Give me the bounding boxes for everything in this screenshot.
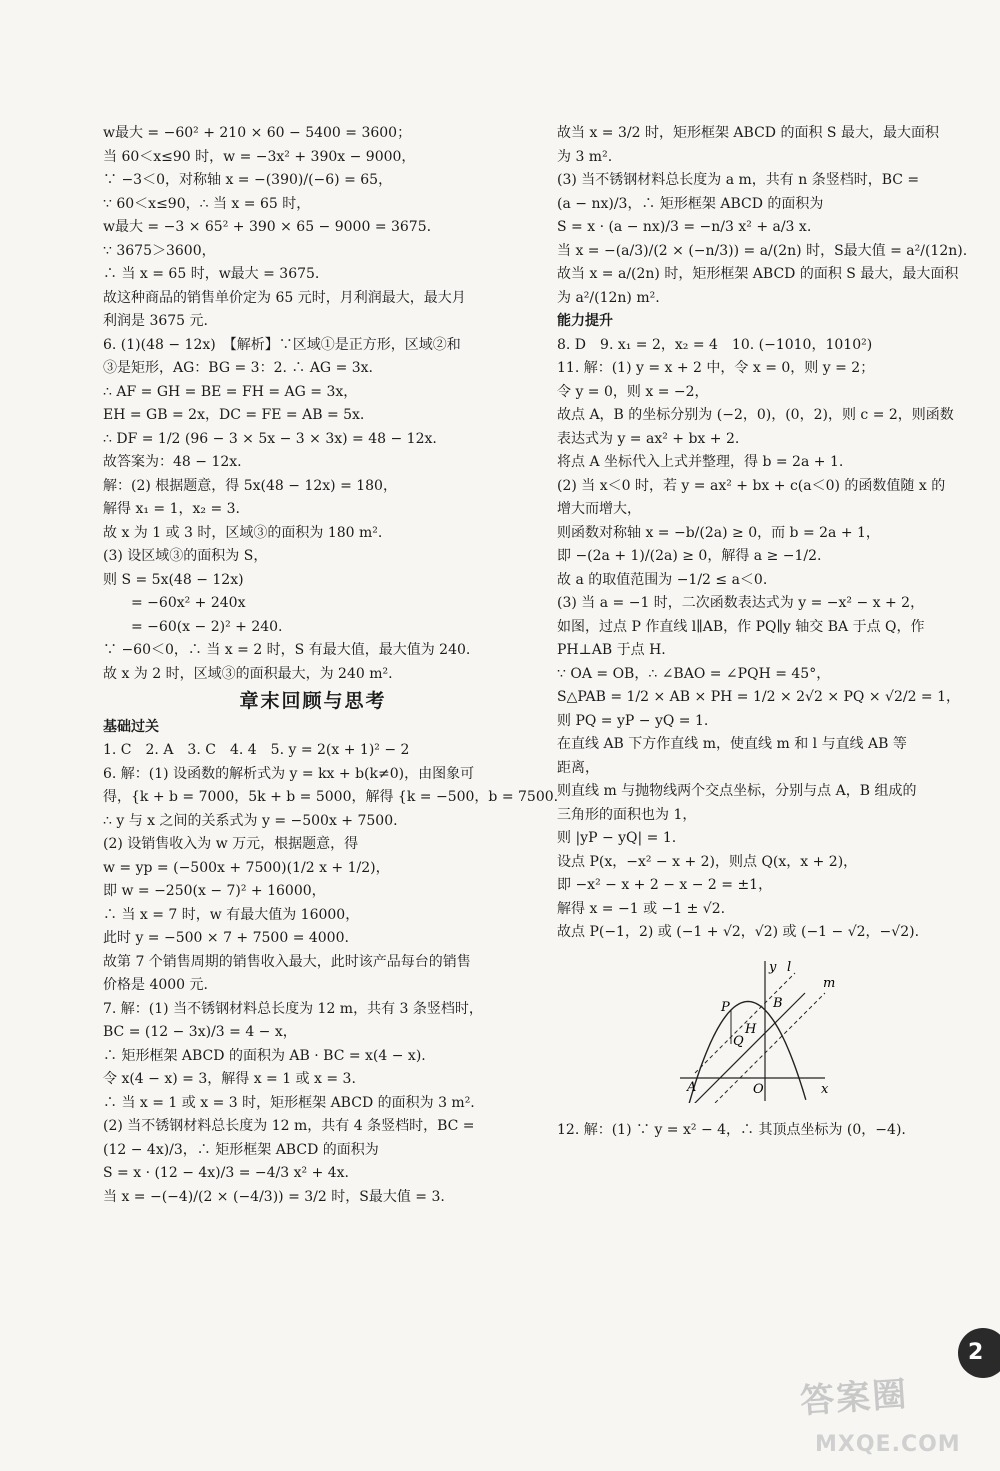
parabola-graph <box>675 953 835 1103</box>
text-line: 即 −x² − x + 2 − x − 2 = ±1， <box>557 877 773 893</box>
text-line: (2) 当不锈钢材料总长度为 12 m，共有 4 条竖档时，BC = <box>103 1118 475 1134</box>
graph-label-Q: Q <box>733 1033 744 1049</box>
text-line: S = x · (12 − 4x)/3 = −4/3 x² + 4x. <box>103 1165 349 1181</box>
text-line: ∴ DF = 1/2 (96 − 3 × 5x − 3 × 3x) = 48 − 12x. <box>103 430 437 447</box>
text-line: ∵ −60＜0，∴ 当 x = 2 时，S 有最大值，最大值为 240. <box>103 642 471 658</box>
text-line: = −60(x − 2)² + 240. <box>103 618 283 635</box>
text-line: (12 − 4x)/3，∴ 矩形框架 ABCD 的面积为 <box>103 1141 379 1158</box>
text-line: 表达式为 y = ax² + bx + 2. <box>557 430 740 447</box>
text-line: 故 a 的取值范围为 −1/2 ≤ a＜0. <box>557 571 768 588</box>
graph-label-x: x <box>821 1081 829 1097</box>
text-line: 得，{k + b = 7000，5k + b = 5000，解得 {k = −500，b = 7500. <box>103 789 559 805</box>
text-line: 故当 x = 3/2 时，矩形框架 ABCD 的面积 S 最大，最大面积 <box>557 125 939 141</box>
text-line: 三角形的面积也为 1， <box>557 806 697 823</box>
text-line: 解得 x₁ = 1，x₂ = 3. <box>103 501 240 517</box>
text-line: 为 3 m². <box>557 148 613 165</box>
text-line: 当 60＜x≤90 时，w = −3x² + 390x − 9000， <box>103 148 416 165</box>
text-line: 即 w = −250(x − 7)² + 16000， <box>103 883 326 899</box>
graph-label-m: m <box>823 975 835 991</box>
text-line: (3) 当不锈钢材料总长度为 a m，共有 n 条竖档时，BC = <box>557 172 920 188</box>
text-line: ∴ AF = GH = BE = FH = AG = 3x， <box>103 383 358 400</box>
graph-label-P: P <box>721 999 730 1015</box>
text-line: 故点 P(−1，2) 或 (−1 + √2，√2) 或 (−1 − √2，−√2). <box>557 924 920 940</box>
text-line: 距离， <box>557 759 599 776</box>
text-line: 6. (1)(48 − 12x) 【解析】∵区域①是正方形，区域②和 <box>103 336 461 353</box>
text-line: (2) 当 x＜0 时，若 y = ax² + bx + c(a＜0) 的函数值随 x 的 <box>557 477 946 494</box>
text-line: ∵ −3＜0，对称轴 x = −(390)/(−6) = 65， <box>103 172 393 188</box>
section-title: 章末回顾与思考 <box>239 690 387 712</box>
text-line: ∴ 矩形框架 ABCD 的面积为 AB · BC = x(4 − x). <box>103 1047 426 1064</box>
text-line: 设点 P(x，−x² − x + 2)，则点 Q(x，x + 2)， <box>557 853 858 870</box>
text-line: ∴ y 与 x 之间的关系式为 y = −500x + 7500. <box>103 812 398 829</box>
text-line: 12. 解：(1) ∵ y = x² − 4，∴ 其顶点坐标为 (0，−4). <box>557 1122 906 1138</box>
left-column <box>103 122 559 1209</box>
text-line: ∵ 3675＞3600， <box>103 242 216 259</box>
text-line: 则 S = 5x(48 − 12x) <box>103 571 244 588</box>
graph-label-A: A <box>687 1079 697 1095</box>
text-line: 故答案为：48 − 12x. <box>103 454 242 470</box>
text-line: 解得 x = −1 或 −1 ± √2. <box>557 900 726 917</box>
watermark-url: MXQE.COM <box>815 1432 961 1457</box>
text-line: 价格是 4000 元. <box>103 977 208 993</box>
text-line: 故当 x = a/(2n) 时，矩形框架 ABCD 的面积 S 最大，最大面积 <box>557 266 959 282</box>
text-line: w最大 = −60² + 210 × 60 − 5400 = 3600； <box>103 125 412 141</box>
text-line: (3) 设区域③的面积为 S， <box>103 548 268 564</box>
text-line: ∵ 60＜x≤90，∴ 当 x = 65 时， <box>103 195 311 212</box>
text-line: ∴ 当 x = 1 或 x = 3 时，矩形框架 ABCD 的面积为 3 m². <box>103 1094 475 1111</box>
text-line: 7. 解：(1) 当不锈钢材料总长度为 12 m，共有 3 条竖档时， <box>103 1000 483 1017</box>
text-line: 则 PQ = yP − yQ = 1. <box>557 712 709 729</box>
text-line: ③是矩形，AG：BG = 3：2. ∴ AG = 3x. <box>103 360 373 376</box>
page-number: 2 <box>958 1328 1000 1378</box>
text-line: = −60x² + 240x <box>103 595 246 611</box>
text-line: 当 x = −(a/3)/(2 × (−n/3)) = a/(2n) 时，S最大值 = a²/(12n). <box>557 242 968 259</box>
watermark-text: 答案圈 <box>798 1374 910 1422</box>
graph-label-y: y <box>769 959 777 975</box>
text-line: 利润是 3675 元. <box>103 313 208 329</box>
text-line: 8. D 9. x₁ = 2，x₂ = 4 10. (−1010，1010²) <box>557 336 873 353</box>
text-line: 增大而增大， <box>557 501 641 517</box>
text-line: 1. C 2. A 3. C 4. 4 5. y = 2(x + 1)² − 2 <box>103 742 410 758</box>
text-line: ∴ 当 x = 65 时，w最大 = 3675. <box>103 266 320 282</box>
text-line: 令 x(4 − x) = 3，解得 x = 1 或 x = 3. <box>103 1071 356 1087</box>
text-line: 即 −(2a + 1)/(2a) ≥ 0，解得 a ≥ −1/2. <box>557 548 822 564</box>
text-line: 11. 解：(1) y = x + 2 中，令 x = 0，则 y = 2； <box>557 360 875 376</box>
text-line: S△PAB = 1/2 × AB × PH = 1/2 × 2√2 × PQ × √2/2 = 1， <box>557 689 961 705</box>
text-line: ∴ 当 x = 7 时，w 有最大值为 16000， <box>103 906 360 923</box>
text-line: w = yp = (−500x + 7500)(1/2 x + 1/2)， <box>103 859 390 876</box>
text-line: 将点 A 坐标代入上式并整理，得 b = 2a + 1. <box>557 454 844 470</box>
graph-label-H: H <box>745 1021 757 1037</box>
text-line: 6. 解：(1) 设函数的解析式为 y = kx + b(k≠0)，由图象可 <box>103 765 475 782</box>
text-line: 故 x 为 2 时，区域③的面积最大，为 240 m². <box>103 665 393 682</box>
text-line: S = x · (a − nx)/3 = −n/3 x² + a/3 x. <box>557 219 812 235</box>
text-line: 解：(2) 根据题意，得 5x(48 − 12x) = 180， <box>103 477 397 494</box>
graph-label-B: B <box>773 995 783 1011</box>
text-line: 如图，过点 P 作直线 l∥AB，作 PQ∥y 轴交 BA 于点 Q，作 <box>557 618 925 635</box>
text-line: EH = GB = 2x，DC = FE = AB = 5x. <box>103 407 365 423</box>
right-column <box>557 122 967 1143</box>
text-line: (3) 当 a = −1 时，二次函数表达式为 y = −x² − x + 2， <box>557 595 925 611</box>
text-line: 此时 y = −500 × 7 + 7500 = 4000. <box>103 930 349 946</box>
text-line: 为 a²/(12n) m². <box>557 289 660 306</box>
subsection-title: 基础过关 <box>103 718 159 735</box>
graph-label-l: l <box>787 959 792 975</box>
graph-label-O: O <box>753 1081 764 1097</box>
subsection-title: 能力提升 <box>557 313 613 329</box>
text-line: 则直线 m 与抛物线两个交点坐标，分别与点 A，B 组成的 <box>557 783 917 799</box>
text-line: 故点 A，B 的坐标分别为 (−2，0)，(0，2)，则 c = 2，则函数 <box>557 407 954 423</box>
text-line: 则 |yP − yQ| = 1. <box>557 830 677 846</box>
text-line: PH⊥AB 于点 H. <box>557 642 666 658</box>
text-line: (2) 设销售收入为 w 万元，根据题意，得 <box>103 836 359 852</box>
text-line: 故第 7 个销售周期的销售收入最大，此时该产品每台的销售 <box>103 953 471 970</box>
text-line: (a − nx)/3，∴ 矩形框架 ABCD 的面积为 <box>557 195 824 212</box>
text-line: 故这种商品的销售单价定为 65 元时，月利润最大，最大月 <box>103 289 466 306</box>
text-line: 令 y = 0，则 x = −2， <box>557 383 709 400</box>
text-line: ∵ OA = OB，∴ ∠BAO = ∠PQH = 45°， <box>557 665 831 682</box>
text-line: 故 x 为 1 或 3 时，区域③的面积为 180 m². <box>103 524 383 541</box>
text-line: 则函数对称轴 x = −b/(2a) ≥ 0，而 b = 2a + 1， <box>557 524 880 541</box>
text-line: BC = (12 − 3x)/3 = 4 − x， <box>103 1024 297 1040</box>
text-line: w最大 = −3 × 65² + 390 × 65 − 9000 = 3675. <box>103 219 432 235</box>
text-line: 在直线 AB 下方作直线 m，使直线 m 和 l 与直线 AB 等 <box>557 736 907 752</box>
text-line: 当 x = −(−4)/(2 × (−4/3)) = 3/2 时，S最大值 = 3. <box>103 1188 445 1205</box>
